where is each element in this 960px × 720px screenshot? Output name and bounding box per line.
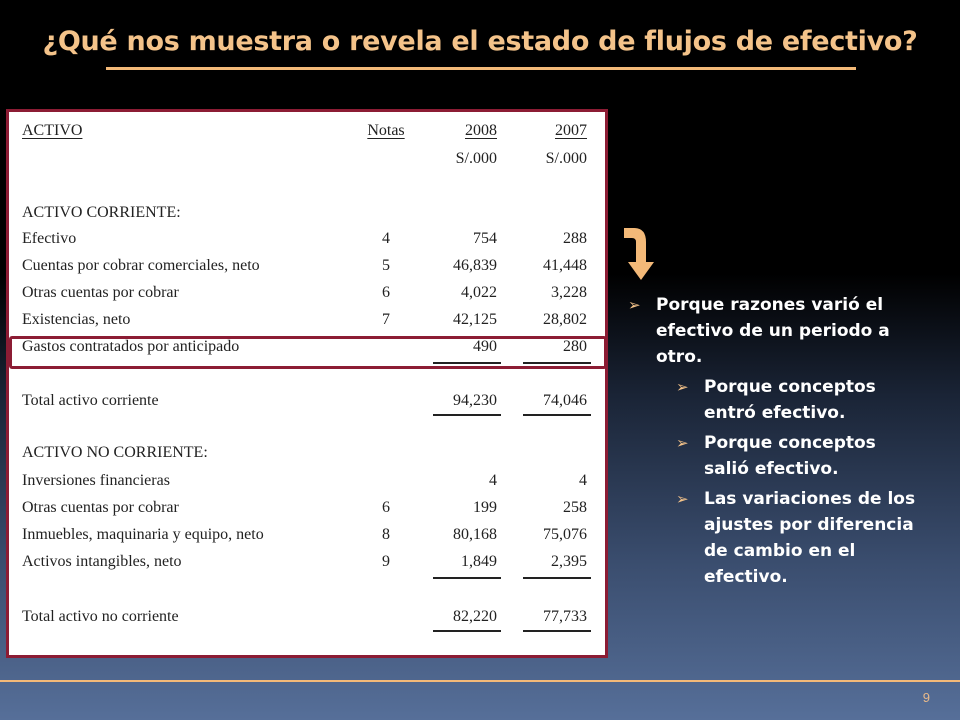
total-2007: 77,733	[543, 608, 587, 625]
row-2007: 288	[563, 230, 587, 247]
header-2007: 2007	[555, 122, 587, 139]
row-note: 9	[382, 553, 390, 570]
unit-2007: S/.000	[545, 150, 587, 167]
bullet-sub	[676, 374, 918, 426]
row-2008: 4	[489, 472, 497, 489]
bullet-sub	[676, 486, 918, 590]
row-label: Otras cuentas por cobrar	[22, 284, 179, 301]
section-header-noncurrent	[9, 444, 605, 468]
row-2008: 199	[473, 499, 497, 516]
total-2008: 82,220	[453, 608, 497, 625]
row-2007: 258	[563, 499, 587, 516]
table-row	[9, 311, 605, 335]
table-row	[9, 257, 605, 281]
section-title: ACTIVO CORRIENTE:	[22, 204, 181, 221]
table-row	[9, 284, 605, 308]
row-label: Existencias, neto	[22, 311, 131, 328]
total-rule-2008	[433, 630, 501, 632]
bullet-text: Porque razones varió el efectivo de un periodo a otro.	[656, 295, 890, 367]
bullet-list	[628, 292, 918, 594]
row-2008: 1,849	[461, 553, 497, 570]
total-2007: 74,046	[543, 392, 587, 409]
subtotal-rule-2007	[523, 577, 591, 579]
table-row	[9, 553, 605, 577]
row-label: Efectivo	[22, 230, 77, 247]
total-rule-2008	[433, 414, 501, 416]
row-note: 8	[382, 526, 390, 543]
row-label: Activos intangibles, neto	[22, 553, 182, 570]
header-notes: Notas	[367, 122, 405, 139]
row-2008: 490	[473, 338, 497, 355]
row-note: 5	[382, 257, 390, 274]
total-2008: 94,230	[453, 392, 497, 409]
table-row	[9, 526, 605, 550]
total-rule-2007	[523, 630, 591, 632]
row-label: Otras cuentas por cobrar	[22, 499, 179, 516]
row-2007: 4	[579, 472, 587, 489]
total-label: Total activo corriente	[22, 392, 159, 409]
total-row	[9, 608, 605, 632]
row-2008: 80,168	[453, 526, 497, 543]
row-2007: 75,076	[543, 526, 587, 543]
bullet-text: Las variaciones de los ajustes por diferencia de cambio en el efectivo.	[704, 489, 916, 587]
row-note: 7	[382, 311, 390, 328]
total-row	[9, 392, 605, 416]
bent-arrow-icon	[620, 222, 670, 284]
section-header-current	[9, 204, 605, 228]
subtotal-rule-2008	[433, 577, 501, 579]
row-note: 4	[382, 230, 390, 247]
total-rule-2007	[523, 414, 591, 416]
section-title: ACTIVO NO CORRIENTE:	[22, 444, 208, 461]
total-label: Total activo no corriente	[22, 608, 179, 625]
table-row	[9, 472, 605, 496]
table-units-row	[9, 150, 605, 174]
table-row	[9, 499, 605, 523]
table-header-row	[9, 122, 605, 146]
arrow-bullet-icon: ➢	[628, 296, 641, 314]
row-label: Cuentas por cobrar comerciales, neto	[22, 257, 260, 274]
row-2007: 2,395	[551, 553, 587, 570]
slide-title: ¿Qué nos muestra o revela el estado de flujos de efectivo?	[42, 26, 918, 57]
row-2007: 41,448	[543, 257, 587, 274]
row-2008: 754	[473, 230, 497, 247]
row-label: Inmuebles, maquinaria y equipo, neto	[22, 526, 264, 543]
bullet-main	[628, 292, 918, 370]
row-2007: 280	[563, 338, 587, 355]
row-label: Inversiones financieras	[22, 472, 170, 489]
arrow-bullet-icon: ➢	[676, 490, 689, 508]
bullet-text: Porque conceptos salió efectivo.	[704, 433, 876, 479]
bullet-text: Porque conceptos entró efectivo.	[704, 377, 876, 423]
row-2007: 28,802	[543, 311, 587, 328]
row-note: 6	[382, 499, 390, 516]
page-number: 9	[922, 690, 930, 705]
row-2007: 3,228	[551, 284, 587, 301]
unit-2008: S/.000	[455, 150, 497, 167]
bullet-sub	[676, 430, 918, 482]
header-2008: 2008	[465, 122, 497, 139]
row-2008: 46,839	[453, 257, 497, 274]
arrow-bullet-icon: ➢	[676, 378, 689, 396]
row-2008: 4,022	[461, 284, 497, 301]
header-label: ACTIVO	[22, 122, 83, 139]
title-underline	[106, 67, 856, 70]
efectivo-highlight-box	[9, 336, 607, 369]
footer-rule	[0, 680, 960, 682]
table-row	[9, 230, 605, 254]
arrow-bullet-icon: ➢	[676, 434, 689, 452]
row-2008: 42,125	[453, 311, 497, 328]
row-label: Gastos contratados por anticipado	[22, 338, 240, 355]
balance-sheet-image	[6, 109, 608, 658]
row-note: 6	[382, 284, 390, 301]
